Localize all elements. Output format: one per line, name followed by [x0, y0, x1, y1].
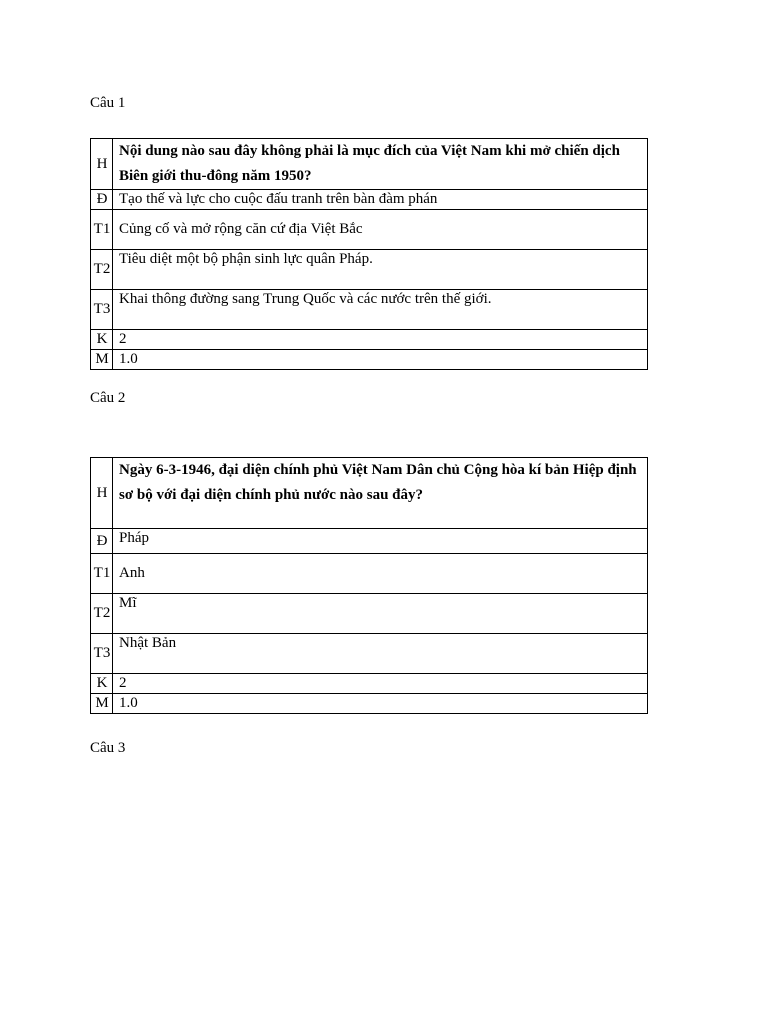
question-2-row-t1	[91, 554, 648, 594]
correct-answer: Pháp	[113, 529, 648, 554]
row-key: T1	[91, 554, 113, 594]
distractor-3: Nhật Bản	[113, 634, 648, 674]
row-key: K	[91, 330, 113, 350]
row-key: T3	[91, 634, 113, 674]
row-key: T2	[91, 594, 113, 634]
score-value: 1.0	[113, 694, 648, 714]
distractor-1: Anh	[113, 554, 648, 594]
distractor-1: Củng cố và mở rộng căn cứ địa Việt Bắc	[113, 210, 648, 250]
row-key: Đ	[91, 190, 113, 210]
question-1-table	[90, 138, 648, 370]
question-1-heading: Câu 1	[90, 95, 126, 111]
question-2-row-h	[91, 458, 648, 529]
row-key: T1	[91, 210, 113, 250]
question-1-row-m	[91, 350, 648, 370]
question-3-heading: Câu 3	[90, 740, 126, 756]
question-1-row-h	[91, 139, 648, 190]
score-value: 1.0	[113, 350, 648, 370]
row-key: T3	[91, 290, 113, 330]
question-2-row-t2	[91, 594, 648, 634]
question-1-row-answer	[91, 190, 648, 210]
row-key: M	[91, 350, 113, 370]
question-1-text: Nội dung nào sau đây không phải là mục đích của Việt Nam khi mở chiến dịch Biên giới thu-đông năm 1950?	[113, 139, 648, 190]
row-key: M	[91, 694, 113, 714]
level-value: 2	[113, 330, 648, 350]
distractor-2: Tiêu diệt một bộ phận sinh lực quân Pháp.	[113, 250, 648, 290]
question-1-row-t3	[91, 290, 648, 330]
question-2-row-answer	[91, 529, 648, 554]
row-key: Đ	[91, 529, 113, 554]
question-2-heading: Câu 2	[90, 390, 126, 406]
level-value: 2	[113, 674, 648, 694]
question-2-row-k	[91, 674, 648, 694]
question-1-row-t1	[91, 210, 648, 250]
correct-answer: Tạo thế và lực cho cuộc đấu tranh trên bàn đàm phán	[113, 190, 648, 210]
distractor-3: Khai thông đường sang Trung Quốc và các nước trên thế giới.	[113, 290, 648, 330]
row-key: H	[91, 458, 113, 529]
question-1-row-t2	[91, 250, 648, 290]
question-2-table	[90, 457, 648, 714]
question-2-row-t3	[91, 634, 648, 674]
row-key: K	[91, 674, 113, 694]
question-2-text: Ngày 6-3-1946, đại diện chính phủ Việt Nam Dân chủ Cộng hòa kí bản Hiệp định sơ bộ với đại diện chính phủ nước nào sau đây?	[113, 458, 648, 529]
row-key: H	[91, 139, 113, 190]
row-key: T2	[91, 250, 113, 290]
question-1-row-k	[91, 330, 648, 350]
question-2-row-m	[91, 694, 648, 714]
distractor-2: Mĩ	[113, 594, 648, 634]
